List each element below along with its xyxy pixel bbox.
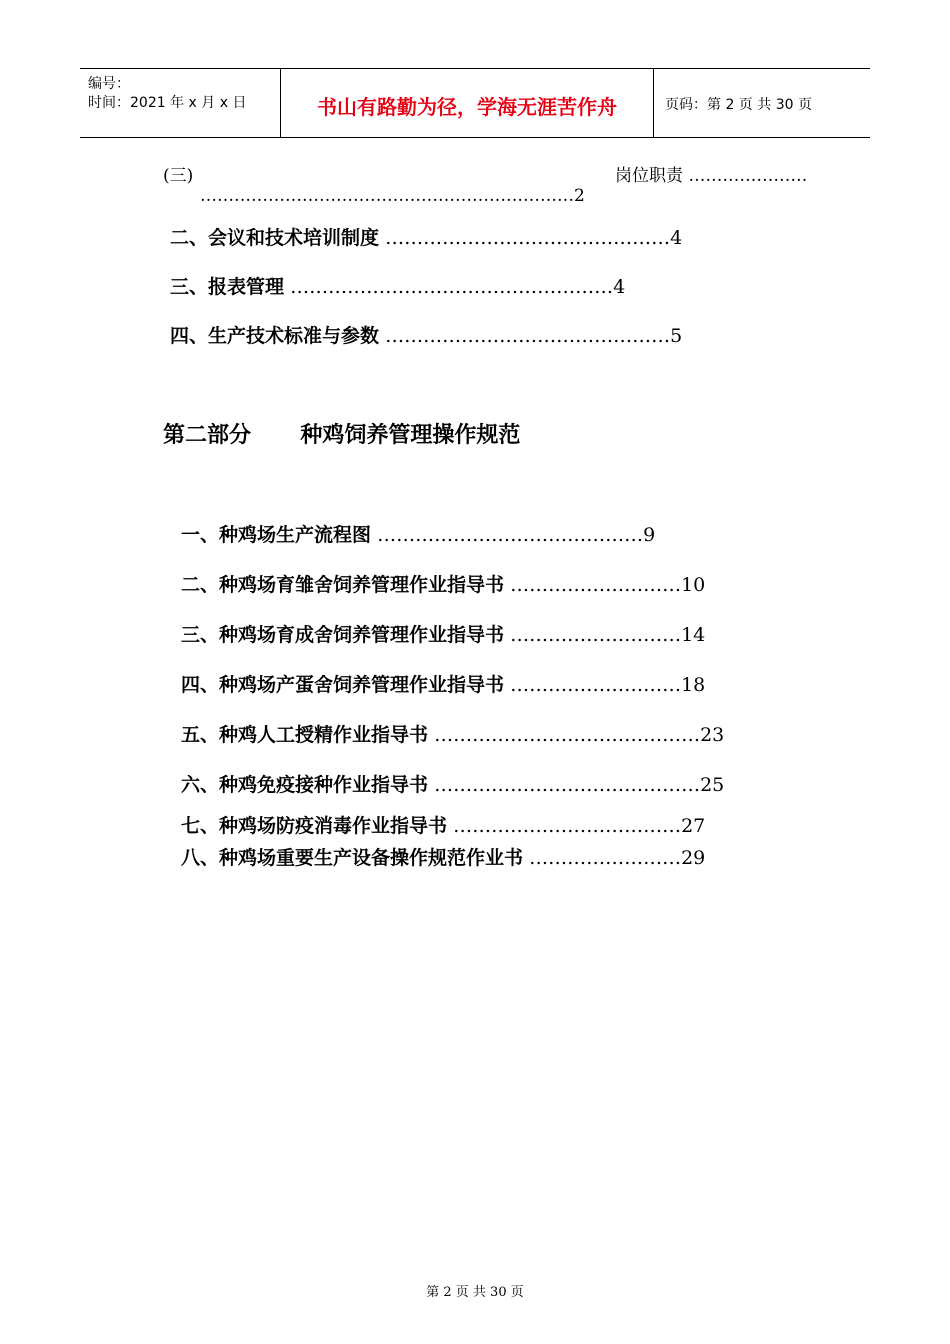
toc-dots: ………………… xyxy=(688,166,808,186)
toc-page-number: 9 xyxy=(643,524,656,546)
toc-entry[interactable] xyxy=(170,321,682,348)
toc-page-number: 25 xyxy=(700,774,725,796)
toc-page-number: 10 xyxy=(681,574,706,596)
toc-page-number: 4 xyxy=(670,227,683,249)
page-footer: 第 2 页 共 30 页 xyxy=(426,1285,524,1300)
toc-entry[interactable] xyxy=(181,570,705,597)
toc-dots: ……………………… xyxy=(510,624,682,646)
toc-dots: …………………………………… xyxy=(434,774,701,796)
toc-entry-title: 岗位职责 xyxy=(615,166,683,186)
header-left-cell xyxy=(80,69,281,137)
number-label: 编号： xyxy=(88,76,130,92)
toc-entry-label: 四、种鸡场产蛋舍饲养管理作业指导书 xyxy=(181,674,505,696)
toc-page-number: 5 xyxy=(670,325,683,347)
time-label: 时间：2021 年 x 月 x 日 xyxy=(88,95,247,111)
toc-entry-label: 八、种鸡场重要生产设备操作规范作业书 xyxy=(181,847,524,869)
toc-page-number: 18 xyxy=(681,674,706,696)
toc-dots: ……………………………… xyxy=(453,815,682,837)
part2-heading-title: 种鸡饲养管理操作规范 xyxy=(300,423,521,448)
toc-entry[interactable] xyxy=(181,520,655,547)
header-middle-cell xyxy=(281,69,654,137)
toc-dots: ……………………… xyxy=(510,574,682,596)
toc-entry-label: 三、种鸡场育成舍饲养管理作业指导书 xyxy=(181,624,505,646)
header-page-info: 页码：第 2 页 共 30 页 xyxy=(665,97,812,113)
toc-dots: …………………………………… xyxy=(377,524,644,546)
part2-heading xyxy=(163,418,520,449)
toc-page-number: 2 xyxy=(574,186,585,206)
toc-entry-label: 二、会议和技术培训制度 xyxy=(170,227,380,249)
toc-entry-label: 三、报表管理 xyxy=(170,276,285,298)
toc-entry[interactable] xyxy=(181,720,724,747)
toc-dots: …………………………………………… xyxy=(290,276,614,298)
toc-entry[interactable] xyxy=(181,770,724,797)
toc-page-number: 23 xyxy=(700,724,725,746)
toc-entry-label: 七、种鸡场防疫消毒作业指导书 xyxy=(181,815,448,837)
toc-dots: …………………… xyxy=(529,847,682,869)
toc-dots: ………………………………………………………… xyxy=(200,186,574,206)
toc-entry-label: 五、种鸡人工授精作业指导书 xyxy=(181,724,429,746)
toc-dots: ……………………………………… xyxy=(385,325,671,347)
toc-entry-label: 二、种鸡场育雏舍饲养管理作业指导书 xyxy=(181,574,505,596)
part2-heading-label: 第二部分 xyxy=(163,423,252,448)
toc-entry[interactable] xyxy=(170,223,682,250)
toc-entry[interactable] xyxy=(181,811,705,838)
toc-page-number: 4 xyxy=(613,276,626,298)
toc-entry-sub-label[interactable] xyxy=(163,161,193,186)
toc-page-number: 14 xyxy=(681,624,706,646)
toc-dots: ……………………… xyxy=(510,674,682,696)
toc-entry[interactable] xyxy=(170,272,625,299)
toc-entry-sub-continuation[interactable] xyxy=(200,186,585,206)
toc-entry-label: 四、生产技术标准与参数 xyxy=(170,325,380,347)
toc-entry[interactable] xyxy=(181,620,705,647)
toc-dots: ……………………………………… xyxy=(385,227,671,249)
page-header xyxy=(80,68,870,138)
toc-page-number: 27 xyxy=(681,815,706,837)
toc-dots: …………………………………… xyxy=(434,724,701,746)
header-motto: 书山有路勤为径，学海无涯苦作舟 xyxy=(317,95,617,119)
toc-entry-label: (三) xyxy=(163,166,194,186)
toc-page-number: 29 xyxy=(681,847,706,869)
toc-entry-label: 一、种鸡场生产流程图 xyxy=(181,524,372,546)
toc-entry[interactable] xyxy=(181,843,705,870)
toc-entry-label: 六、种鸡免疫接种作业指导书 xyxy=(181,774,429,796)
header-right-cell xyxy=(655,69,870,137)
toc-entry[interactable] xyxy=(181,670,705,697)
toc-entry-sub-title[interactable] xyxy=(615,161,807,186)
